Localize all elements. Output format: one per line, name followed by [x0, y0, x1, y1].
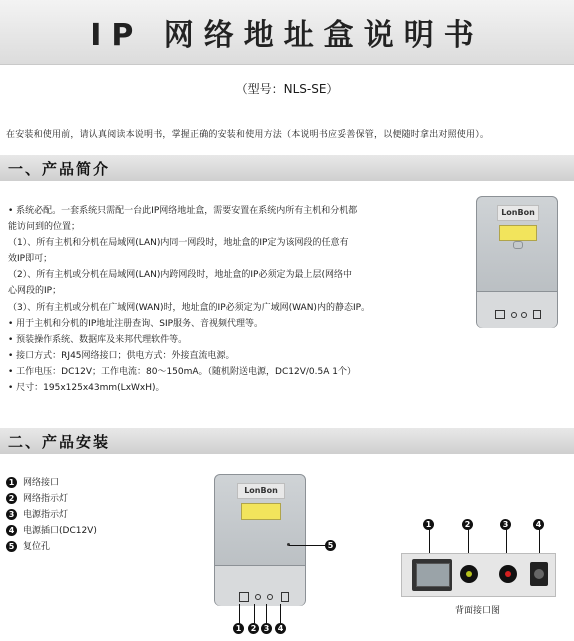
device-logo: LonBon [237, 483, 285, 499]
legend-label: 复位孔 [23, 542, 51, 552]
callout-badge: 3 [261, 623, 272, 634]
legend-item-5 [6, 539, 50, 552]
device-logo-mark [513, 241, 523, 249]
body-line: • 系统必配。一套系统只需配一台此IP网络地址盒，需要安置在系统内所有主机和分机都 [8, 206, 358, 216]
section1-body [8, 203, 448, 396]
callout-badge: 1 [423, 519, 434, 530]
rj45-port [412, 559, 452, 591]
device-dc-jack [533, 310, 541, 319]
body-line: 心网段的IP； [8, 286, 62, 297]
callout-line [239, 604, 240, 624]
body-line: 效IP即可； [8, 254, 53, 265]
device-led-power [521, 312, 527, 318]
body-line: • 用于主机和分机的IP地址注册查询、SIP服务、音视频代理等。 [8, 318, 264, 329]
device-rj45 [239, 592, 249, 602]
callout-line [280, 604, 281, 624]
legend-item-1 [6, 475, 59, 488]
callout-badge: 2 [248, 623, 259, 634]
page-title: IP 网络地址盒说明书 [90, 18, 484, 53]
power-led-light [505, 571, 511, 577]
section1-title: 一、产品简介 [8, 160, 111, 178]
model-number: （型号：NLS-SE） [235, 82, 339, 96]
legend-label: 电源插口(DC12V) [23, 526, 97, 536]
rear-panel [401, 553, 556, 597]
callout-line [289, 545, 325, 546]
dc-power-jack-inner [534, 569, 544, 579]
dc-power-jack [530, 562, 548, 586]
callout-badge: 2 [462, 519, 473, 530]
number-badge: 1 [6, 477, 17, 488]
device-image-front [476, 196, 558, 328]
body-line: • 接口方式：RJ45网络接口；供电方式：外接直流电源。 [8, 350, 235, 361]
number-badge: 4 [6, 525, 17, 536]
body-line: • 工作电压：DC12V；工作电流：80～150mA。（随机附送电源，DC12V/0.5A 1个） [8, 366, 356, 377]
legend-label: 网络指示灯 [23, 494, 69, 504]
intro-text: 在安装和使用前，请认真阅读本说明书，掌握正确的安装和使用方法（本说明书应妥善保管，以便随时拿出对照使用）。 [6, 130, 490, 140]
network-led [460, 565, 478, 583]
device-port-strip [477, 291, 557, 328]
callout-badge: 1 [233, 623, 244, 634]
body-line: 能访问到的位置； [8, 222, 81, 233]
body-line: • 尺寸：195x125x43mm(LxWxH)。 [8, 383, 165, 394]
legend-item-4 [6, 523, 97, 536]
body-line: • 预装操作系统、数据库及来邦代理软件等。 [8, 334, 188, 345]
callout-badge: 4 [275, 623, 286, 634]
legend-label: 电源指示灯 [23, 510, 69, 520]
callout-line [266, 604, 267, 624]
callout-badge: 5 [325, 540, 336, 551]
legend-item-2 [6, 491, 68, 504]
device-led-net [255, 594, 261, 600]
network-led-light [466, 571, 472, 577]
number-badge: 2 [6, 493, 17, 504]
device-image-install [214, 474, 306, 606]
rear-caption: 背面接口图 [454, 606, 500, 616]
number-badge: 5 [6, 541, 17, 552]
body-line: （1）、所有主机和分机在局域网(LAN)内同一网段时，地址盒的IP定为该网段的任意有 [8, 238, 349, 249]
section2-title: 二、产品安装 [8, 433, 111, 451]
device-label [499, 225, 537, 241]
rj45-port-inner [416, 563, 450, 587]
legend-item-3 [6, 507, 68, 520]
device-led-net [511, 312, 517, 318]
body-line: （3）、所有主机或分机在广域网(WAN)时，地址盒的IP必须定为广域网(WAN)内的静态IP。 [8, 302, 371, 313]
device-port-strip [215, 565, 305, 606]
device-label [241, 503, 281, 520]
callout-line [254, 604, 255, 624]
number-badge: 3 [6, 509, 17, 520]
legend-label: 网络接口 [23, 478, 60, 488]
device-dc-jack [281, 592, 289, 602]
device-led-power [267, 594, 273, 600]
power-led [499, 565, 517, 583]
body-line: （2）、所有主机或分机在局域网(LAN)内跨网段时，地址盒的IP必须定为最上层(网络中 [8, 270, 352, 281]
device-rj45 [495, 310, 505, 319]
device-logo: LonBon [497, 205, 539, 221]
callout-badge: 3 [500, 519, 511, 530]
callout-badge: 4 [533, 519, 544, 530]
